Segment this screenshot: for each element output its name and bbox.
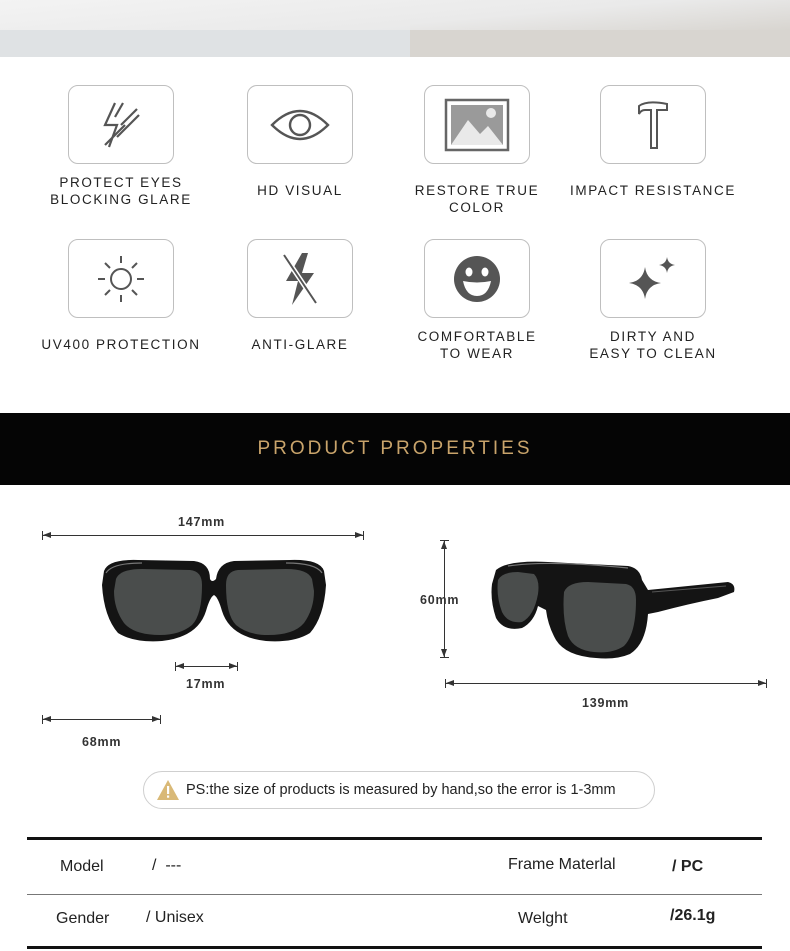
warning-icon <box>156 779 180 801</box>
temple-length-dimension-line <box>445 683 767 684</box>
temple-length-label: 139mm <box>582 696 630 710</box>
top-photo-strip <box>0 0 790 57</box>
feature-label: ANTI-GLARE <box>251 337 349 352</box>
height-label: 60mm <box>420 593 460 607</box>
bridge-dimension-line <box>175 666 238 667</box>
frame-material-value: / PC <box>672 858 704 875</box>
lens-width-label: 68mm <box>82 735 122 749</box>
lens-width-dimension-line <box>42 719 161 720</box>
feature-anti-glare <box>210 239 390 353</box>
section-band <box>0 413 790 485</box>
measurement-note <box>143 771 655 809</box>
table-middle-rule <box>27 894 762 895</box>
model-label: Model <box>60 858 104 875</box>
feature-label: COMFORTABLE TO WEAR <box>417 329 537 361</box>
feature-label: HD VISUAL <box>257 183 343 198</box>
feature-uv400 <box>31 239 211 353</box>
feature-protect-eyes <box>31 85 211 208</box>
weight-value: /26.1g <box>670 907 716 924</box>
smiley-face-icon <box>424 239 530 318</box>
feature-impact <box>563 85 743 199</box>
sparkle-icon <box>600 239 706 318</box>
total-width-label: 147mm <box>178 515 226 529</box>
feature-label: UV400 PROTECTION <box>41 337 201 352</box>
total-width-dimension-line <box>42 535 364 536</box>
feature-true-color <box>387 85 567 216</box>
feature-label: DIRTY AND EASY TO CLEAN <box>589 329 717 361</box>
feature-easy-clean <box>563 239 743 362</box>
feature-hd-visual <box>210 85 390 199</box>
crossed-lightning-icon <box>247 239 353 318</box>
feature-label: IMPACT RESISTANCE <box>570 183 736 198</box>
model-value: / --- <box>152 857 182 874</box>
feature-comfortable <box>387 239 567 362</box>
gender-value: / Unisex <box>146 909 204 926</box>
hammer-icon <box>600 85 706 164</box>
table-top-rule <box>27 837 762 840</box>
landscape-image-icon <box>424 85 530 164</box>
side-view-glasses <box>488 560 740 662</box>
gender-label: Gender <box>56 910 110 927</box>
section-title: PRODUCT PROPERTIES <box>257 438 533 459</box>
frame-material-label: Frame Materlal <box>508 856 616 873</box>
bridge-label: 17mm <box>186 677 226 691</box>
sun-icon <box>68 239 174 318</box>
note-text: PS:the size of products is measured by hand,so the error is 1-3mm <box>186 782 616 798</box>
feature-label: PROTECT EYES BLOCKING GLARE <box>50 175 192 207</box>
front-view-glasses <box>98 557 330 647</box>
feature-label: RESTORE TRUE COLOR <box>414 183 540 215</box>
ceiling-shade <box>0 0 790 30</box>
lightning-glare-icon <box>68 85 174 164</box>
eye-icon <box>247 85 353 164</box>
weight-label: Welght <box>518 910 568 927</box>
table-bottom-rule <box>27 946 762 949</box>
